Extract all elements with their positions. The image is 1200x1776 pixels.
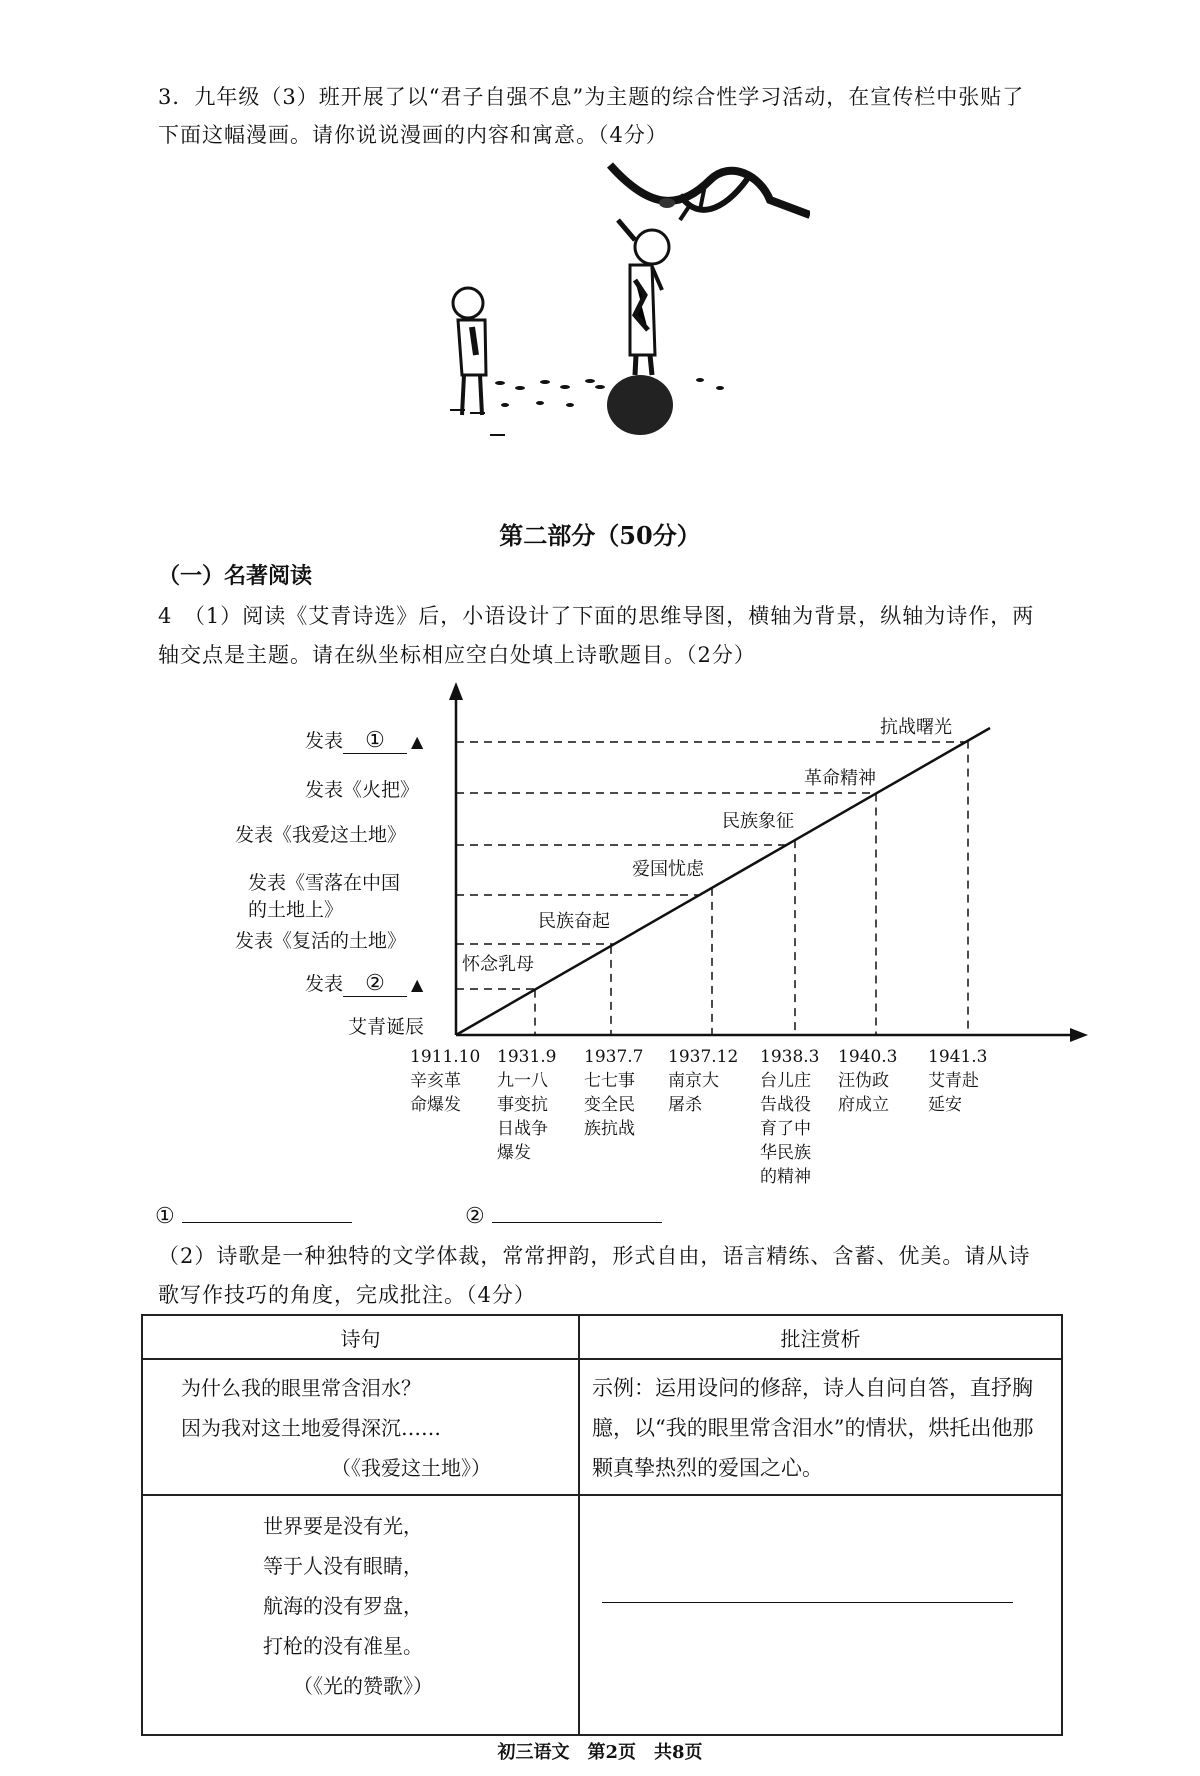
- y-label-blank1: 发表 ① ▲: [305, 728, 424, 753]
- x-label-1940: 1940.3 汪伪政 府成立: [838, 1047, 898, 1115]
- x-label-1937-7: 1937.7 七七事 变全民 族抗战: [584, 1047, 644, 1139]
- q4-2-line1: （2）诗歌是一种独特的文学体裁，常常押韵，形式自由，语言精练、含蓄、优美。请从诗: [158, 1244, 1031, 1268]
- q4-line1: 4 （1）阅读《艾青诗选》后，小语设计了下面的思维导图，横轴为背景，纵轴为诗作，两: [158, 604, 1035, 628]
- x-axis-arrow: [1070, 1028, 1088, 1042]
- x-label-1938: 1938.3 台儿庄 告战役 育了中 华民族 的精神: [760, 1047, 820, 1187]
- part2-title: 第二部分（50分）: [499, 521, 701, 550]
- theme-label-3: 爱国忧虑: [632, 859, 704, 880]
- x-label-1937-12: 1937.12 南京大 屠杀: [668, 1047, 739, 1115]
- blank2-mark: ②: [343, 971, 407, 997]
- y-axis-arrow: [449, 682, 463, 700]
- q3-line1: 3．九年级（3）班开展了以“君子自强不息”为主题的综合性学习活动，在宣传栏中张贴了: [158, 85, 1025, 109]
- theme-diagonal-line: [456, 728, 990, 1035]
- answer-line: [602, 1602, 1013, 1603]
- answer-blank-2[interactable]: ②: [465, 1200, 662, 1229]
- x-label-1931: 1931.9 九一八 事变抗 日战争 爆发: [497, 1047, 557, 1163]
- answer-blank-1[interactable]: ①: [155, 1200, 352, 1229]
- q3-line2: 下面这幅漫画。请你说说漫画的内容和寓意。（4分）: [158, 123, 668, 147]
- y-label-fuhuo: 发表《复活的土地》: [235, 930, 407, 952]
- theme-label-2: 民族奋起: [538, 911, 610, 932]
- y-label-blank2: 发表 ② ▲: [305, 971, 424, 996]
- theme-label-4: 民族象征: [722, 811, 794, 832]
- x-label-1911: 1911.10 辛亥革 命爆发: [410, 1047, 481, 1115]
- page-footer: 初三语文 第2页 共8页: [497, 1742, 703, 1763]
- row1-poem-cell: 为什么我的眼里常含泪水？ 因为我对这土地爱得深沉…… （《我爱这土地》）: [142, 1359, 579, 1495]
- theme-label-5: 革命精神: [804, 768, 876, 789]
- header-poem: 诗句: [142, 1315, 579, 1359]
- row1-note-cell: [579, 1359, 1062, 1495]
- q4-2-line2: 歌写作技巧的角度，完成批注。（4分）: [158, 1283, 536, 1307]
- blank1-mark: ①: [343, 728, 407, 754]
- y-label-xueluo-1: 发表《雪落在中国: [248, 872, 401, 894]
- header-note: 批注赏析: [579, 1315, 1062, 1359]
- section1-title: （一）名著阅读: [158, 563, 313, 589]
- row2-answer-cell[interactable]: [579, 1495, 1062, 1735]
- theme-label-1: 怀念乳母: [462, 954, 534, 975]
- y-label-huoba: 发表《火把》: [305, 779, 420, 801]
- theme-label-6: 抗战曙光: [880, 717, 952, 738]
- y-label-xueluo-2: 的土地上》: [248, 899, 344, 921]
- y-label-woaizhetudi: 发表《我爱这土地》: [235, 824, 407, 846]
- y-label-origin: 艾青诞辰: [348, 1016, 425, 1038]
- q4-line2: 轴交点是主题。请在纵坐标相应空白处填上诗歌题目。（2分）: [158, 643, 756, 667]
- example-note: 示例：运用设问的修辞，诗人自问自答，直抒胸臆，以“我的眼里常含泪水”的情状，烘托出他那颗真挚热烈的爱国之心。: [592, 1376, 1034, 1480]
- triangle-icon: ▲: [411, 975, 424, 994]
- row2-poem-cell: 世界要是没有光， 等于人没有眼睛， 航海的没有罗盘， 打枪的没有准星。 （《光的赞歌》）: [142, 1495, 579, 1735]
- triangle-icon: ▲: [411, 732, 424, 751]
- annotation-table: [141, 1314, 1063, 1736]
- x-label-1941: 1941.3 艾青赴 延安: [928, 1047, 988, 1115]
